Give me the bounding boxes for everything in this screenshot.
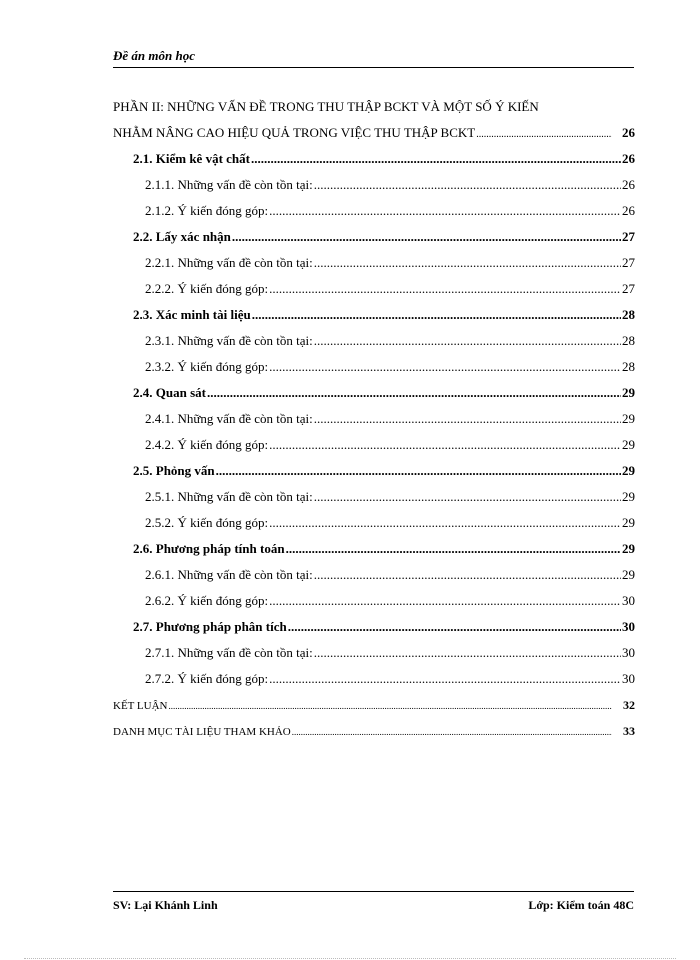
toc-entry[interactable] xyxy=(113,250,635,276)
part-title-line-2: NHẰM NÂNG CAO HIỆU QUẢ TRONG VIỆC THU THẬP BCKT xyxy=(113,125,476,140)
table-of-contents xyxy=(113,94,635,744)
entry-title: 2.6. Phương pháp tính toán xyxy=(133,541,285,556)
leader-dots xyxy=(251,146,621,172)
part-title-line-1: PHẦN II: NHỮNG VẤN ĐỀ TRONG THU THẬP BCKT VÀ MỘT SỐ Ý KIẾN xyxy=(113,99,539,114)
part-line-2 xyxy=(113,120,635,146)
toc-entry-conclusion[interactable] xyxy=(113,692,635,718)
entry-page-number: 29 xyxy=(622,437,635,452)
entry-page-number: 27 xyxy=(622,281,635,296)
toc-entry[interactable] xyxy=(113,666,635,692)
entry-title: DANH MỤC TÀI LIỆU THAM KHẢO xyxy=(113,726,291,738)
leader-dots xyxy=(288,614,621,640)
entry-page-number: 27 xyxy=(622,255,635,270)
leader-dots xyxy=(269,588,621,614)
toc-entry[interactable] xyxy=(113,484,635,510)
toc-entry[interactable] xyxy=(113,588,635,614)
entry-page-number: 28 xyxy=(622,359,635,374)
toc-entry[interactable] xyxy=(113,198,635,224)
leader-dots xyxy=(269,666,621,692)
toc-entry[interactable] xyxy=(113,562,635,588)
entry-page-number: 26 xyxy=(622,177,635,192)
entry-title: 2.6.1. Những vấn đề còn tồn tại: xyxy=(145,567,313,582)
toc-entry[interactable] xyxy=(113,458,635,484)
header-title: Đề án môn học xyxy=(113,48,195,63)
entry-title: 2.4.2. Ý kiến đóng góp: xyxy=(145,437,269,452)
toc-entry[interactable] xyxy=(113,510,635,536)
entry-page-number: 29 xyxy=(622,567,635,582)
leader-dots xyxy=(216,458,621,484)
leader-dots xyxy=(286,536,621,562)
entry-title: 2.3. Xác minh tài liệu xyxy=(133,307,251,322)
entry-title: 2.4.1. Những vấn đề còn tồn tại: xyxy=(145,411,313,426)
toc-part-heading[interactable] xyxy=(113,94,635,146)
leader-dots xyxy=(314,640,621,666)
leader-dots xyxy=(269,354,621,380)
toc-entry[interactable] xyxy=(113,536,635,562)
entry-title: 2.3.1. Những vấn đề còn tồn tại: xyxy=(145,333,313,348)
toc-entry[interactable] xyxy=(113,640,635,666)
entry-title: 2.1.2. Ý kiến đóng góp: xyxy=(145,203,269,218)
footer-class: Lớp: Kiểm toán 48C xyxy=(528,898,634,912)
part-line-1 xyxy=(113,94,635,120)
entry-title: 2.1.1. Những vấn đề còn tồn tại: xyxy=(145,177,313,192)
toc-entry[interactable] xyxy=(113,354,635,380)
entry-page-number: 29 xyxy=(622,411,635,426)
leader-dots xyxy=(252,302,621,328)
footer-student: SV: Lại Khánh Linh xyxy=(113,898,218,912)
entry-page-number: 30 xyxy=(622,593,635,608)
leader-dots xyxy=(269,510,621,536)
entry-page-number: 26 xyxy=(622,151,635,166)
entry-title: 2.7.1. Những vấn đề còn tồn tại: xyxy=(145,645,313,660)
entry-title: 2.2.1. Những vấn đề còn tồn tại: xyxy=(145,255,313,270)
toc-entry[interactable] xyxy=(113,614,635,640)
leader-dots xyxy=(232,224,621,250)
leader-dots xyxy=(314,562,621,588)
leader-dots xyxy=(292,719,612,745)
entry-page-number: 33 xyxy=(623,724,635,738)
leader-dots xyxy=(314,172,621,198)
entry-page-number: 28 xyxy=(622,333,635,348)
leader-dots xyxy=(207,380,621,406)
entry-title: 2.5. Phỏng vấn xyxy=(133,463,215,478)
entry-page-number: 30 xyxy=(622,671,635,686)
toc-entry-references[interactable] xyxy=(113,718,635,744)
toc-entry[interactable] xyxy=(113,172,635,198)
entry-title: 2.7. Phương pháp phân tích xyxy=(133,619,287,634)
entry-page-number: 28 xyxy=(622,307,635,322)
entry-page-number: 29 xyxy=(622,541,635,556)
entry-page-number: 29 xyxy=(622,463,635,478)
toc-entry[interactable] xyxy=(113,406,635,432)
leader-dots xyxy=(269,276,621,302)
entry-title: 2.7.2. Ý kiến đóng góp: xyxy=(145,671,269,686)
leader-dots xyxy=(269,198,621,224)
entry-page-number: 29 xyxy=(622,489,635,504)
entry-title: 2.3.2. Ý kiến đóng góp: xyxy=(145,359,269,374)
entry-page-number: 30 xyxy=(622,619,635,634)
leader-dots xyxy=(476,122,612,148)
toc-entry[interactable] xyxy=(113,432,635,458)
entry-page-number: 29 xyxy=(622,385,635,400)
toc-entry[interactable] xyxy=(113,380,635,406)
leader-dots xyxy=(269,432,621,458)
entry-page-number: 29 xyxy=(622,515,635,530)
toc-entry[interactable] xyxy=(113,146,635,172)
entry-page-number: 32 xyxy=(623,698,635,712)
entry-title: 2.4. Quan sát xyxy=(133,385,206,400)
toc-entry[interactable] xyxy=(113,276,635,302)
toc-entry[interactable] xyxy=(113,302,635,328)
entry-title: 2.6.2. Ý kiến đóng góp: xyxy=(145,593,269,608)
header-rule xyxy=(113,67,634,68)
entry-page-number: 26 xyxy=(622,203,635,218)
part-page-number: 26 xyxy=(622,125,635,140)
toc-entry[interactable] xyxy=(113,328,635,354)
entry-title: 2.2.2. Ý kiến đóng góp: xyxy=(145,281,269,296)
leader-dots xyxy=(168,693,612,719)
leader-dots xyxy=(314,328,621,354)
leader-dots xyxy=(314,406,621,432)
leader-dots xyxy=(314,250,621,276)
leader-dots xyxy=(314,484,621,510)
toc-entry[interactable] xyxy=(113,224,635,250)
entry-title: 2.5.2. Ý kiến đóng góp: xyxy=(145,515,269,530)
footer-rule xyxy=(113,891,634,892)
entry-title: 2.5.1. Những vấn đề còn tồn tại: xyxy=(145,489,313,504)
entry-page-number: 27 xyxy=(622,229,635,244)
entry-title: 2.2. Lấy xác nhận xyxy=(133,229,231,244)
entry-title: 2.1. Kiểm kê vật chất xyxy=(133,151,250,166)
page-edge xyxy=(24,958,676,959)
entry-title: KẾT LUẬN xyxy=(113,700,168,712)
entry-page-number: 30 xyxy=(622,645,635,660)
